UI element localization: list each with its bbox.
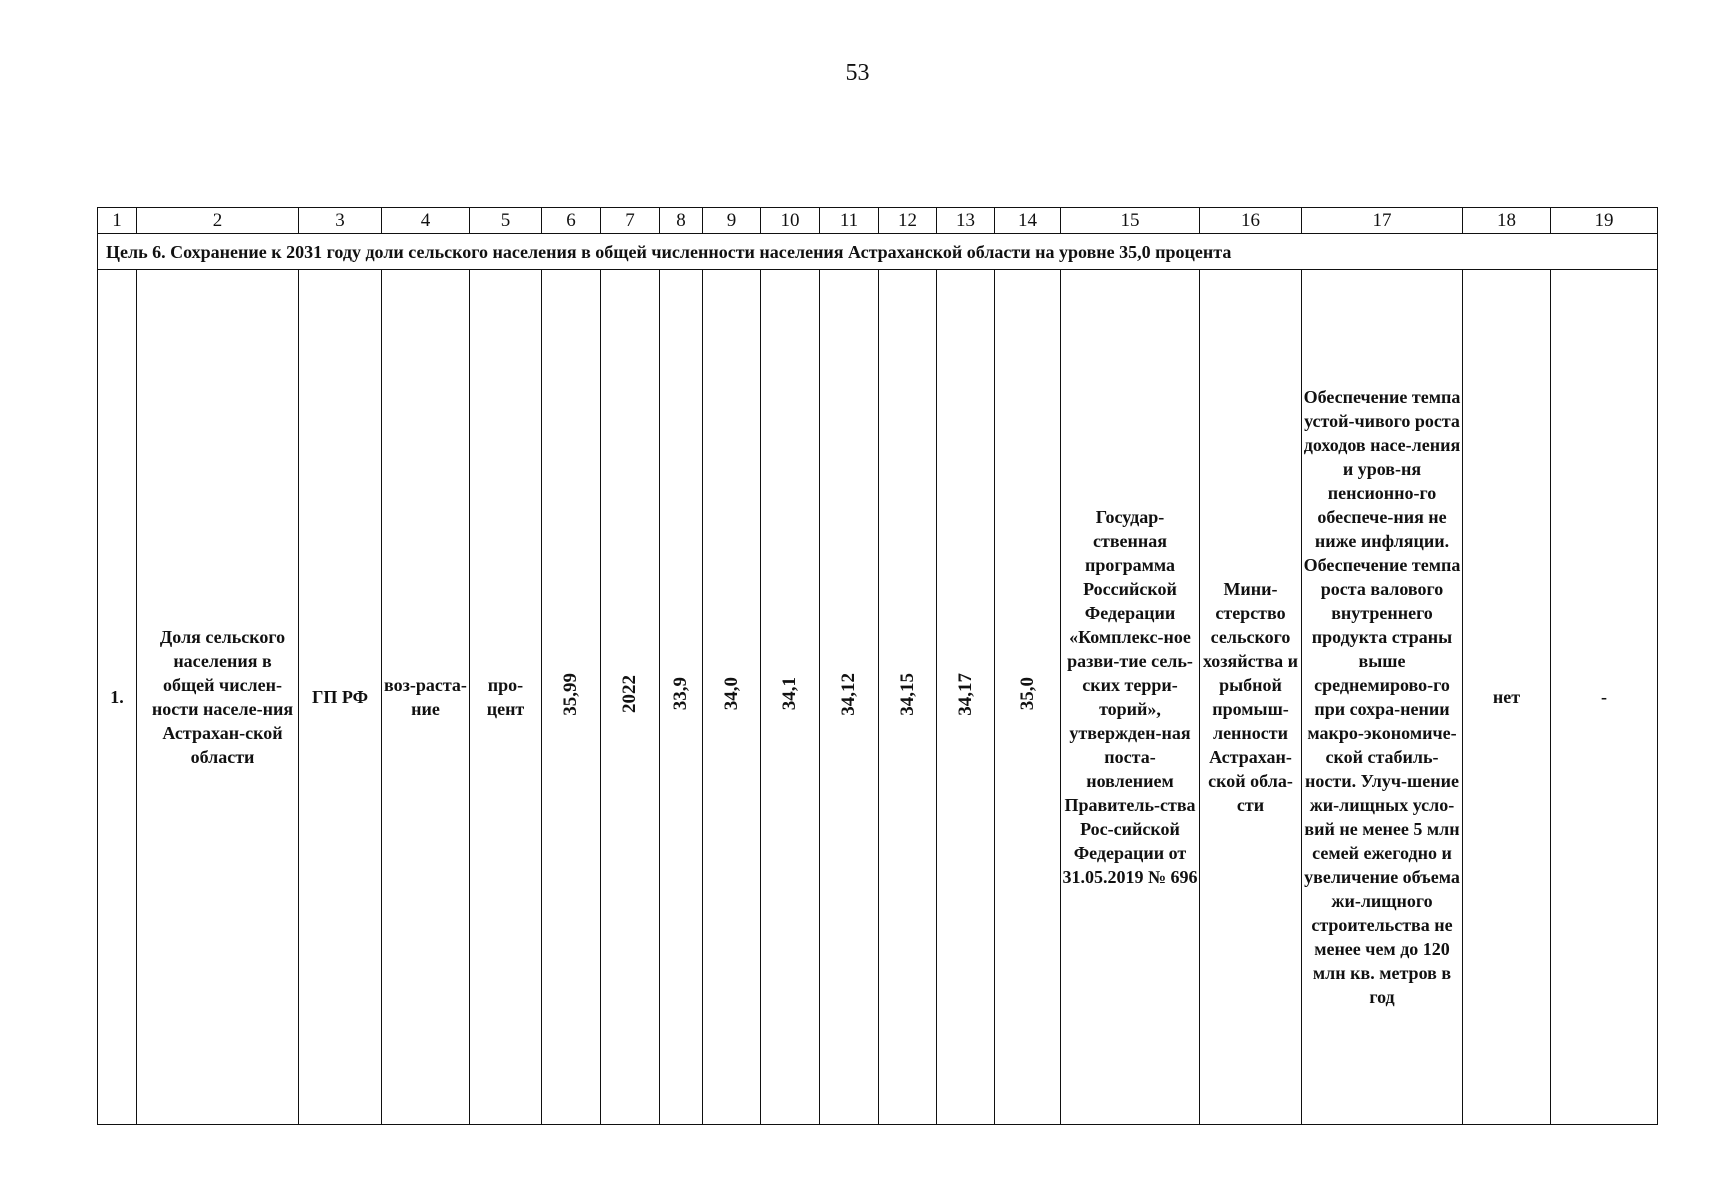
indicator-row (98, 270, 1658, 1125)
cell-indicator-name: Доля сельского населения в общей числен-ности населе-ния Астрахан-ской области (137, 270, 299, 1125)
cell-base-value: 35,99 (542, 270, 601, 1125)
col-num-19: 19 (1551, 208, 1658, 234)
cell-flag: нет (1463, 270, 1551, 1125)
cell-number: 1. (98, 270, 137, 1125)
cell-value-2031: 35,0 (995, 270, 1061, 1125)
cell-trend: воз-раста-ние (382, 270, 470, 1125)
page-number: 53 (845, 60, 870, 86)
col-num-15: 15 (1061, 208, 1200, 234)
cell-document: Государ-ственная программа Российской Федерации «Комплекс-ное разви-тие сель-ских терри-торий», утвержден-ная поста-новлением Правитель-ства Рос-сийской Федерации от 31.05.2019 № 696 (1061, 270, 1200, 1125)
col-num-6: 6 (542, 208, 601, 234)
indicators-table (97, 207, 1658, 1125)
cell-unit: про-цент (470, 270, 542, 1125)
cell-national-goal: Обеспечение темпа устой-чивого роста доходов насе-ления и уров-ня пенсионно-го обеспече-ния не ниже инфляции. Обеспечение темпа роста валового внутреннего продукта страны выше среднемирово-го при сохра-нении макро-экономиче-ской стабиль-ности. Улуч-шение жи-лищных усло-вий не менее 5 млн семей ежегодно и увеличение объема жи-лищного строительства не менее чем до 120 млн кв. метров в год (1302, 270, 1463, 1125)
cell-value-2025: 33,9 (660, 270, 703, 1125)
cell-value-2029: 34,15 (879, 270, 937, 1125)
cell-responsible: Мини-стерство сельского хозяйства и рыбной промыш-ленности Астрахан-ской обла-сти (1200, 270, 1302, 1125)
col-num-12: 12 (879, 208, 937, 234)
cell-value-2030: 34,17 (937, 270, 995, 1125)
col-num-7: 7 (601, 208, 660, 234)
col-num-2: 2 (137, 208, 299, 234)
col-num-8: 8 (660, 208, 703, 234)
col-num-4: 4 (382, 208, 470, 234)
cell-value-2027: 34,1 (761, 270, 820, 1125)
col-num-3: 3 (299, 208, 382, 234)
col-num-10: 10 (761, 208, 820, 234)
col-num-16: 16 (1200, 208, 1302, 234)
cell-base-year: 2022 (601, 270, 660, 1125)
col-num-18: 18 (1463, 208, 1551, 234)
col-num-5: 5 (470, 208, 542, 234)
col-num-17: 17 (1302, 208, 1463, 234)
cell-source: ГП РФ (299, 270, 382, 1125)
column-number-row (98, 208, 1658, 234)
goal-row (98, 234, 1658, 270)
cell-dash: - (1551, 270, 1658, 1125)
cell-value-2028: 34,12 (820, 270, 879, 1125)
col-num-9: 9 (703, 208, 761, 234)
col-num-11: 11 (820, 208, 879, 234)
cell-value-2026: 34,0 (703, 270, 761, 1125)
col-num-14: 14 (995, 208, 1061, 234)
col-num-13: 13 (937, 208, 995, 234)
goal-text: Цель 6. Сохранение к 2031 году доли сельского населения в общей численности населения Астраханской области на уровне 35,0 процента (98, 234, 1658, 270)
col-num-1: 1 (98, 208, 137, 234)
